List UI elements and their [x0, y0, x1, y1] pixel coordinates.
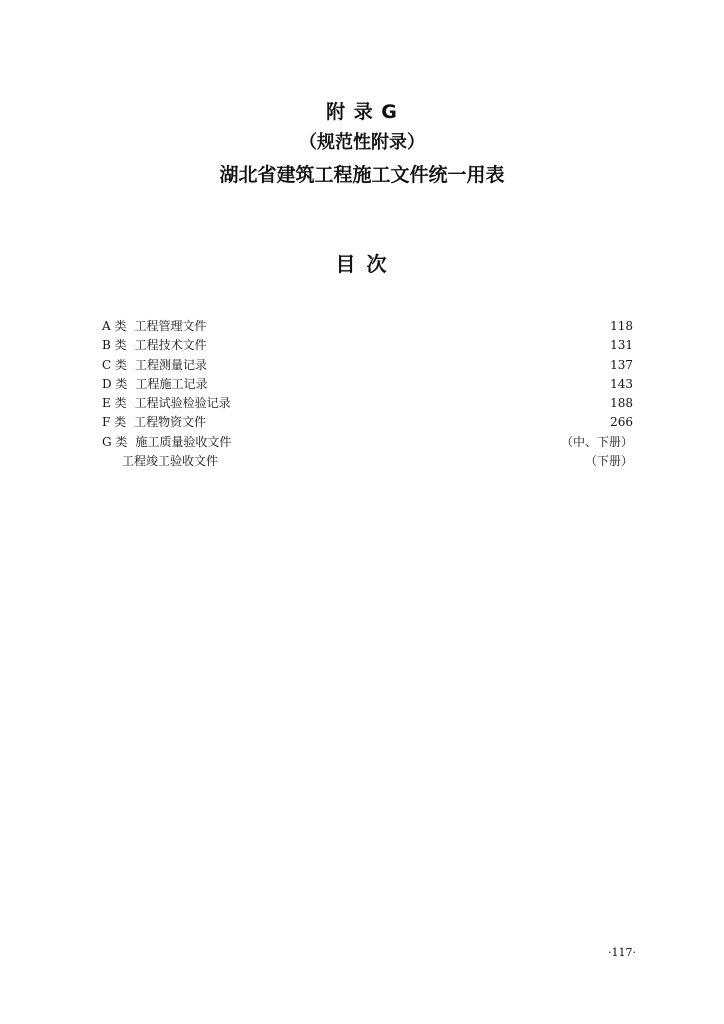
toc-title: 目 次	[335, 252, 389, 276]
toc-entry-page: （中、下册）	[560, 434, 633, 449]
toc-entry-f[interactable]	[102, 413, 633, 432]
toc-category: F 类	[102, 415, 127, 430]
appendix-name: 湖北省建筑工程施工文件统一用表	[219, 164, 505, 186]
toc-entry-label: 工程试验检验记录	[134, 396, 231, 411]
toc-entry-d[interactable]	[102, 375, 633, 394]
toc-entry-label: 工程物资文件	[134, 415, 207, 430]
toc-category: B 类	[102, 338, 127, 353]
toc-entry-page: 266	[610, 415, 633, 430]
toc-entry-label: 工程测量记录	[135, 357, 208, 372]
toc-entry-label: 施工质量验收文件	[135, 434, 232, 449]
toc-entry-g[interactable]	[102, 433, 633, 452]
toc-category: A 类	[102, 319, 127, 333]
toc-entry-page: 188	[610, 396, 633, 411]
toc-entry-label: 工程施工记录	[135, 376, 208, 391]
toc-entry-b[interactable]	[102, 336, 633, 355]
toc-entry-c[interactable]	[102, 356, 633, 375]
toc-entry-e[interactable]	[102, 394, 633, 413]
toc-entry-page: 143	[610, 376, 633, 391]
page-number: ·117·	[608, 946, 636, 959]
toc-entry-page: 118	[610, 319, 633, 333]
toc-category: C 类	[102, 357, 127, 372]
toc-entry-label: 工程技术文件	[134, 338, 207, 353]
appendix-title: 附 录 G	[326, 101, 398, 123]
toc-entry-label: 工程管理文件	[134, 319, 207, 333]
appendix-subtitle: （规范性附录）	[299, 132, 425, 153]
toc-entry-g-sub[interactable]	[102, 452, 633, 471]
toc-entry-page: （下册）	[584, 454, 633, 469]
table-of-contents	[102, 317, 633, 471]
toc-category: G 类	[102, 434, 128, 449]
toc-entry-page: 137	[610, 357, 633, 372]
toc-entry-label: 工程竣工验收文件	[122, 454, 219, 469]
toc-category: E 类	[102, 396, 127, 411]
toc-entry-a[interactable]	[102, 317, 633, 336]
toc-entry-page: 131	[610, 338, 633, 353]
toc-category: D 类	[102, 376, 128, 391]
